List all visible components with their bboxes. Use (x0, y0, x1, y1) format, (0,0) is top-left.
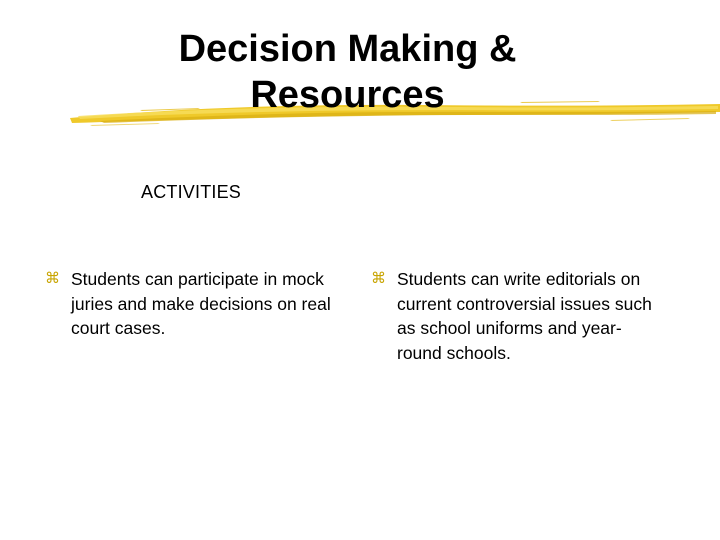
section-label-activities: ACTIVITIES (141, 182, 242, 202)
bullet-text: Students can participate in mock juries and make decisions on real court cases. (71, 269, 331, 338)
bullet-item (45, 267, 335, 341)
bullet-text: Students can write editorials on current controversial issues such as school uniforms and year-round schools. (397, 269, 652, 363)
bullet-icon: ⌘ (45, 270, 60, 287)
bullet-icon: ⌘ (371, 270, 386, 287)
slide-title (120, 26, 575, 118)
bullet-item (371, 267, 661, 365)
title-line-1: Decision Making & (178, 28, 517, 70)
title-line-2: Resources (250, 74, 445, 116)
